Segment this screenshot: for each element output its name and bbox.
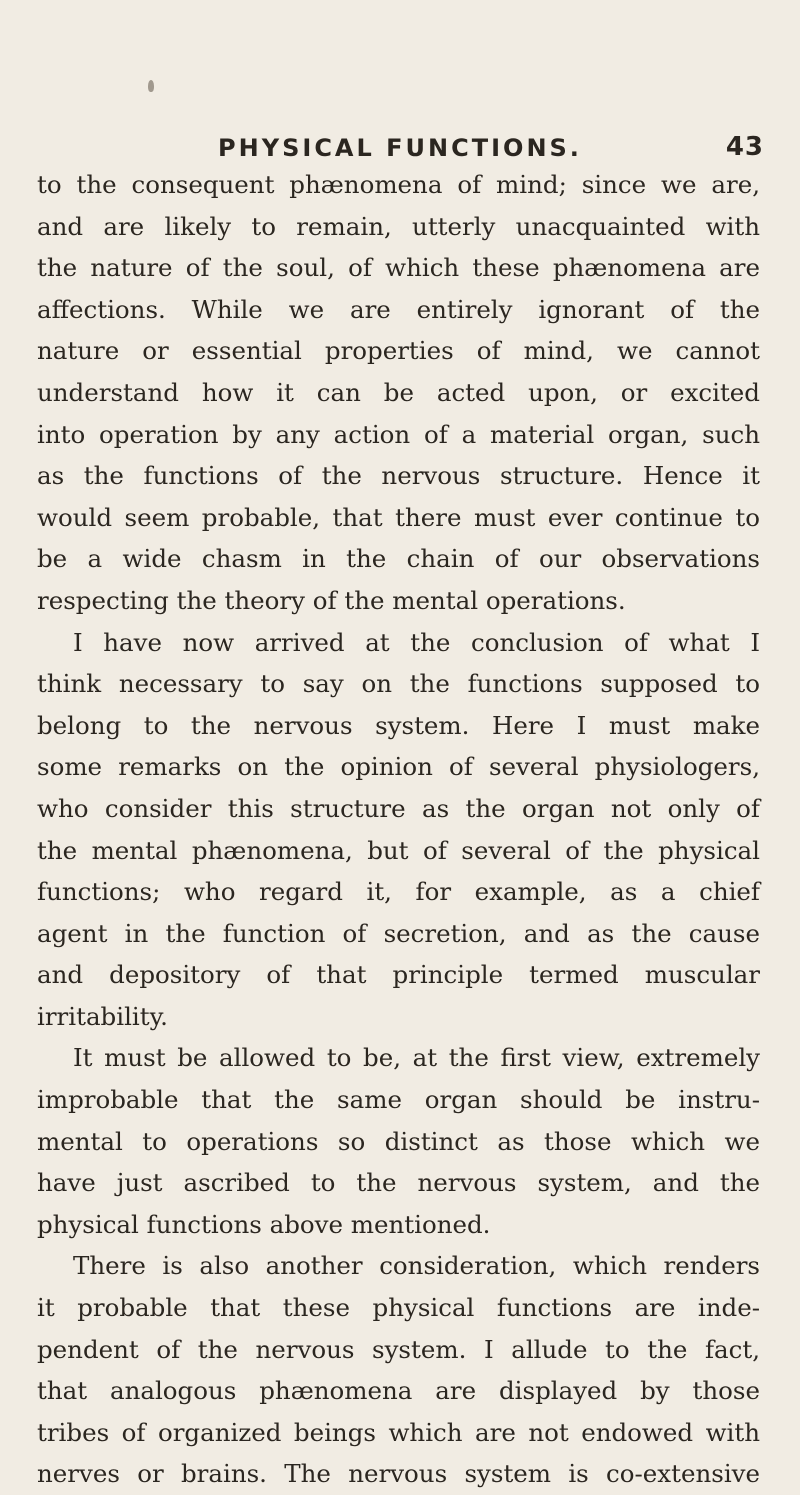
text-line: some remarks on the opinion of several physiologers, (37, 752, 760, 782)
text-line: pendent of the nervous system. I allude to the fact, (37, 1334, 760, 1364)
text-line: improbable that the same organ should be instru- (37, 1085, 760, 1115)
running-head (36, 128, 764, 168)
ink-speck (148, 80, 154, 92)
text-line: who consider this structure as the organ not only of (37, 793, 760, 823)
text-line: I have now arrived at the conclusion of what I (73, 627, 760, 657)
text-line: the mental phænomena, but of several of the physical (37, 835, 760, 865)
text-line: There is also another consideration, which renders (73, 1251, 760, 1281)
text-line: respecting the theory of the mental operations. (37, 585, 626, 615)
text-line: irritability. (37, 1001, 168, 1031)
text-line: and are likely to remain, utterly unacquainted with (37, 211, 760, 241)
text-line: functions; who regard it, for example, as a chief (37, 877, 760, 907)
text-line: be a wide chasm in the chain of our observations (37, 544, 760, 574)
text-line: belong to the nervous system. Here I must make (37, 710, 760, 740)
text-line: that analogous phænomena are displayed by those (37, 1376, 760, 1406)
text-line: affections. While we are entirely ignorant of the (37, 294, 760, 324)
text-line: think necessary to say on the functions supposed to (37, 669, 760, 699)
running-head-title: PHYSICAL FUNCTIONS. (218, 134, 582, 162)
text-line: to the consequent phænomena of mind; since we are, (37, 170, 760, 199)
page-number: 43 (725, 132, 764, 162)
text-line: nerves or brains. The nervous system is co-extensive (37, 1459, 760, 1489)
text-line: tribes of organized beings which are not endowed with (37, 1417, 760, 1447)
text-line: the nature of the soul, of which these phænomena are (37, 253, 760, 283)
text-line: understand how it can be acted upon, or excited (37, 377, 760, 407)
body-text (37, 164, 760, 1495)
text-line: would seem probable, that there must ever continue to (37, 502, 760, 532)
text-line: as the functions of the nervous structure. Hence it (37, 461, 760, 491)
text-line: agent in the function of secretion, and as the cause (37, 918, 760, 948)
text-line: it probable that these physical functions are inde- (37, 1293, 760, 1323)
text-line: It must be allowed to be, at the first view, extremely (73, 1043, 760, 1073)
text-line: physical functions above mentioned. (37, 1209, 491, 1239)
text-line: nature or essential properties of mind, we cannot (37, 336, 760, 366)
text-line: have just ascribed to the nervous system, and the (37, 1168, 760, 1198)
text-line: and depository of that principle termed muscular (37, 960, 760, 990)
text-line: mental to operations so distinct as those which we (37, 1126, 760, 1156)
text-line: into operation by any action of a material organ, such (37, 419, 760, 449)
